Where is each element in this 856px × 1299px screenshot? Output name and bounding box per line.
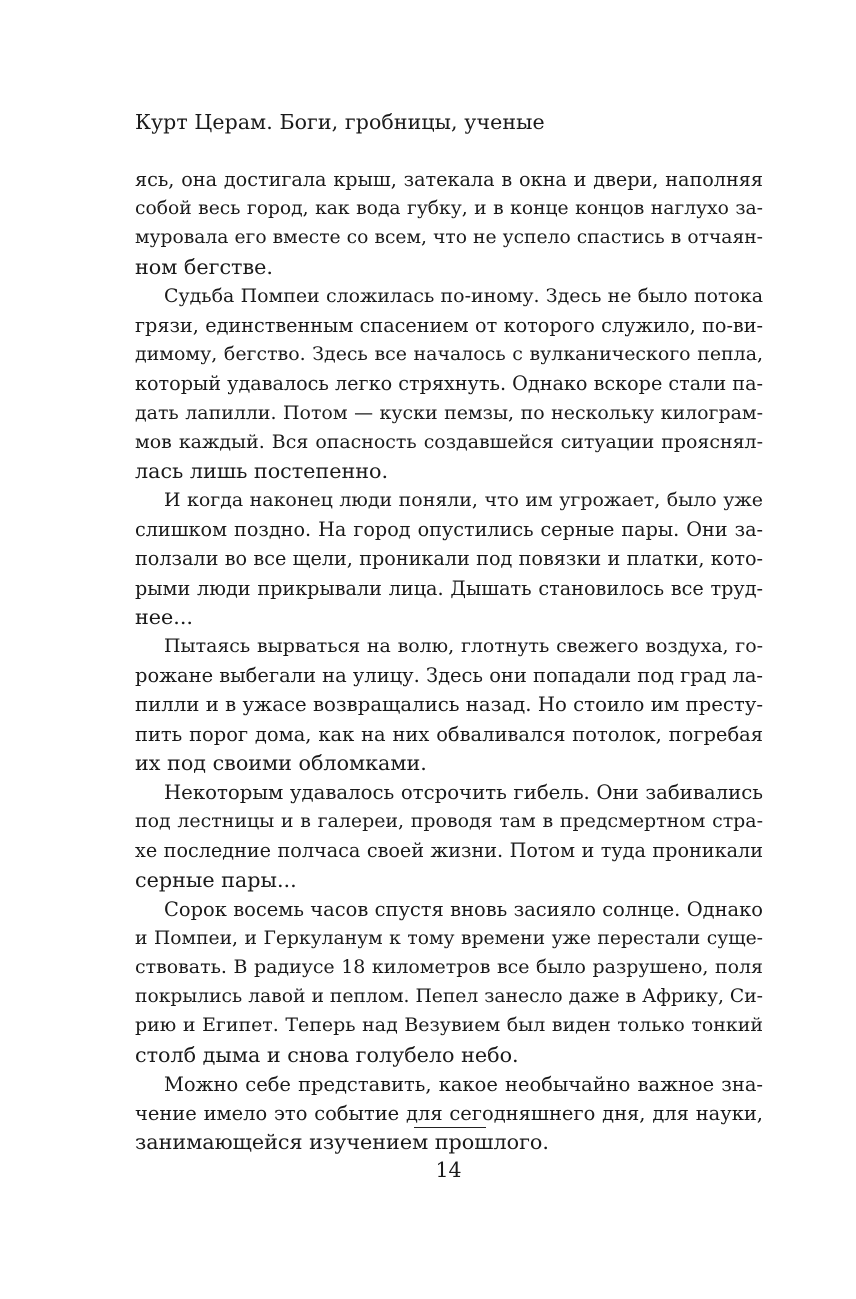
text-line: рию и Египет. Теперь над Везувием был виден только тонкий: [135, 1014, 763, 1037]
text-line: димому, бегство. Здесь все началось с вулканического пепла,: [135, 343, 763, 366]
text-line: пить порог дома, как на них обваливался потолок, погребая: [135, 722, 763, 746]
text-line: под лестницы и в галереи, проводя там в предсмертном стра-: [135, 810, 763, 833]
text-line: и Помпеи, и Геркуланум к тому времени уже перестали суще-: [135, 927, 763, 949]
text-line: чение имело это событие для сегодняшнего дня, для науки,: [135, 1102, 763, 1125]
text-line: Сорок восемь часов спустя вновь засияло солнце. Однако: [164, 897, 763, 921]
text-line: ползали во все щели, проникали под повязки и платки, кото-: [135, 547, 763, 571]
text-line: столб дыма и снова голубело небо.: [135, 1042, 519, 1067]
text-line: ствовать. В радиусе 18 километров все было разрушено, поля: [135, 956, 763, 979]
text-line: нее...: [135, 604, 194, 629]
text-line: покрылись лавой и пеплом. Пепел занесло даже в Африку, Си-: [135, 986, 763, 1008]
text-line: дать лапилли. Потом — куски пемзы, по нескольку килограм-: [135, 401, 763, 424]
text-line: который удавалось легко стряхнуть. Однако вскоре стали па-: [135, 372, 763, 396]
text-line: слишком поздно. На город опустились серные пары. Они за-: [135, 518, 763, 542]
page-number: 14: [435, 1158, 462, 1182]
text-line: серные пары...: [135, 867, 297, 892]
text-line: Пытаясь вырваться на волю, глотнуть свежего воздуха, го-: [164, 635, 763, 657]
text-line: занимающейся изучением прошлого.: [135, 1130, 549, 1155]
text-line: рожане выбегали на улицу. Здесь они попадали под град ла-: [135, 664, 763, 688]
text-line: ном бегстве.: [135, 254, 273, 279]
text-line: грязи, единственным спасением от которого служило, по-ви-: [135, 313, 763, 337]
text-line: Некоторым удавалось отсрочить гибель. Они забивались: [164, 780, 763, 804]
text-line: И когда наконец люди поняли, что им угрожает, было уже: [164, 489, 763, 512]
text-line: собой весь город, как вода губку, и в конце концов наглухо за-: [135, 198, 763, 220]
text-line: муровала его вместе со всем, что не успело спастись в отчаян-: [135, 227, 763, 249]
text-line: ясь, она достигала крыш, затекала в окна и двери, наполняя: [135, 168, 763, 191]
text-line: лась лишь постепенно.: [135, 458, 389, 483]
text-line: пилли и в ужасе возвращались назад. Но стоило им престу-: [135, 693, 763, 717]
body-text: [135, 165, 763, 1157]
text-line: рыми люди прикрывали лица. Дышать становилось все труд-: [135, 576, 763, 600]
text-line: Можно себе представить, какое необычайно важное зна-: [164, 1072, 763, 1096]
running-header: Курт Церам. Боги, гробницы, ученые: [135, 110, 545, 134]
text-line: их под своими обломками.: [135, 750, 427, 775]
footer-rule: [414, 1127, 486, 1128]
text-line: хе последние полчаса своей жизни. Потом и туда проникали: [135, 839, 763, 863]
text-line: мов каждый. Вся опасность создавшейся ситуации прояснял-: [135, 430, 763, 453]
text-line: Судьба Помпеи сложилась по-иному. Здесь не было потока: [164, 284, 763, 307]
